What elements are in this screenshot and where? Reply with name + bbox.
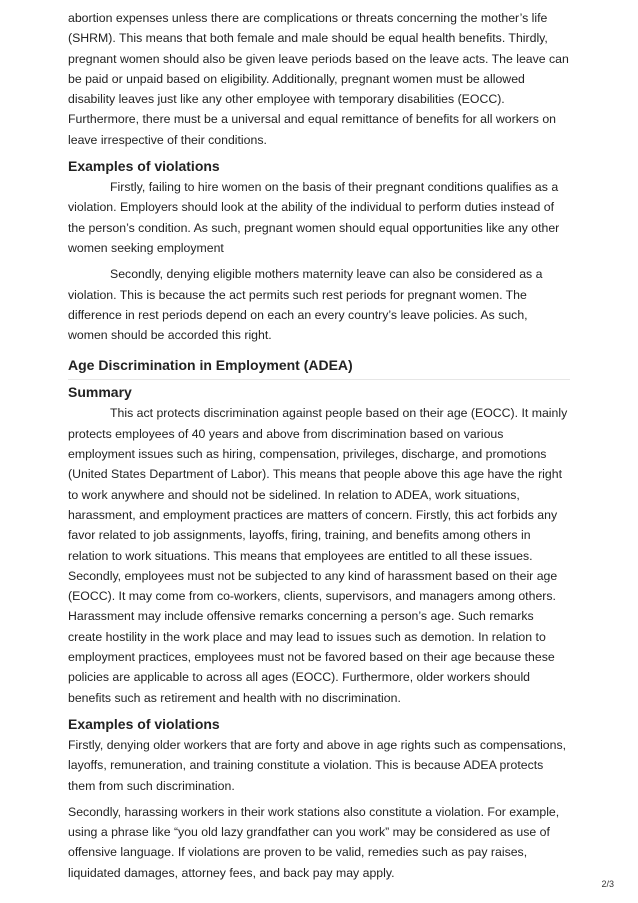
adea-violations-heading: Examples of violations [68,715,220,732]
adea-violation-paragraph-1: Firstly, denying older workers that are forty and above in age rights such as compensations, layoffs, remuneration, and training constitute a violation. This is because ADEA protects them from such discrimination. [68,737,567,793]
pregnancy-violation-paragraph-2: Secondly, denying eligible mothers maternity leave can also be considered as a violation. This is because the act permits such rest periods for pregnant women. The difference in rest periods depend on each an every country’s leave policies. As such, women should be accorded this right. [68,267,543,343]
adea-summary-heading: Summary [68,384,132,401]
adea-summary-paragraph: This act protects discrimination against people based on their age (EOCC). It mainly protects employees of 40 years and above from discrimination based on various employment issues such as hiring, compensation, privileges, discharge, and promotions (United States Department of Labor). This means that people above this age have the right to work anywhere and should not be sidelined. In relation to ADEA, work situations, harassment, and employment practices are matters of concern. Firstly, this act forbids any favor related to job assignments, layoffs, firing, training, and benefits among others in relation to work situations. This means that employees are entitled to all these issues. Secondly, employees must not be subjected to any kind of harassment based on their age (EOCC). It may come from co-workers, clients, supervisors, and managers among others. Harassment may include offensive remarks concerning a person’s age. Such remarks create hostility in the work place and may lead to issues such as demotion. In relation to employment practices, employees must not be favored based on their age because these policies are applicable to across all ages (EOCC). Furthermore, older workers should benefits such as retirement and health with no discrimination. [68,406,568,705]
adea-section-heading: Age Discrimination in Employment (ADEA) [68,353,570,380]
adea-violation-paragraph-2: Secondly, harassing workers in their work stations also constitute a violation. For example, using a phrase like “you old lazy grandfather can you work” may be considered as use of offensive language. If violations are proven to be valid, remedies such as pay raises, liquidated damages, attorney fees, and back pay may apply. [68,804,560,880]
pregnancy-violation-paragraph-1: Firstly, failing to hire women on the basis of their pregnant conditions qualifies as a violation. Employers should look at the ability of the individual to perform duties instead of the person’s condition. As such, pregnant women should equal opportunities like any other women seeking employment [68,180,560,255]
page-number: 2/3 [601,879,614,889]
pregnancy-violations-heading: Examples of violations [68,158,220,175]
document-page [68,8,570,883]
intro-paragraph: abortion expenses unless there are complications or threats concerning the mother’s life (SHRM). This means that both female and male should be equal health benefits. Thirdly, pregnant women should also be given leave periods based on the leave acts. The leave can be paid or unpaid based on eligibility. Additionally, pregnant women must be allowed disability leaves just like any other employee with temporary disabilities (EOCC). Furthermore, there must be a universal and equal remittance of benefits for all workers on leave irrespective of their conditions. [68,11,569,147]
